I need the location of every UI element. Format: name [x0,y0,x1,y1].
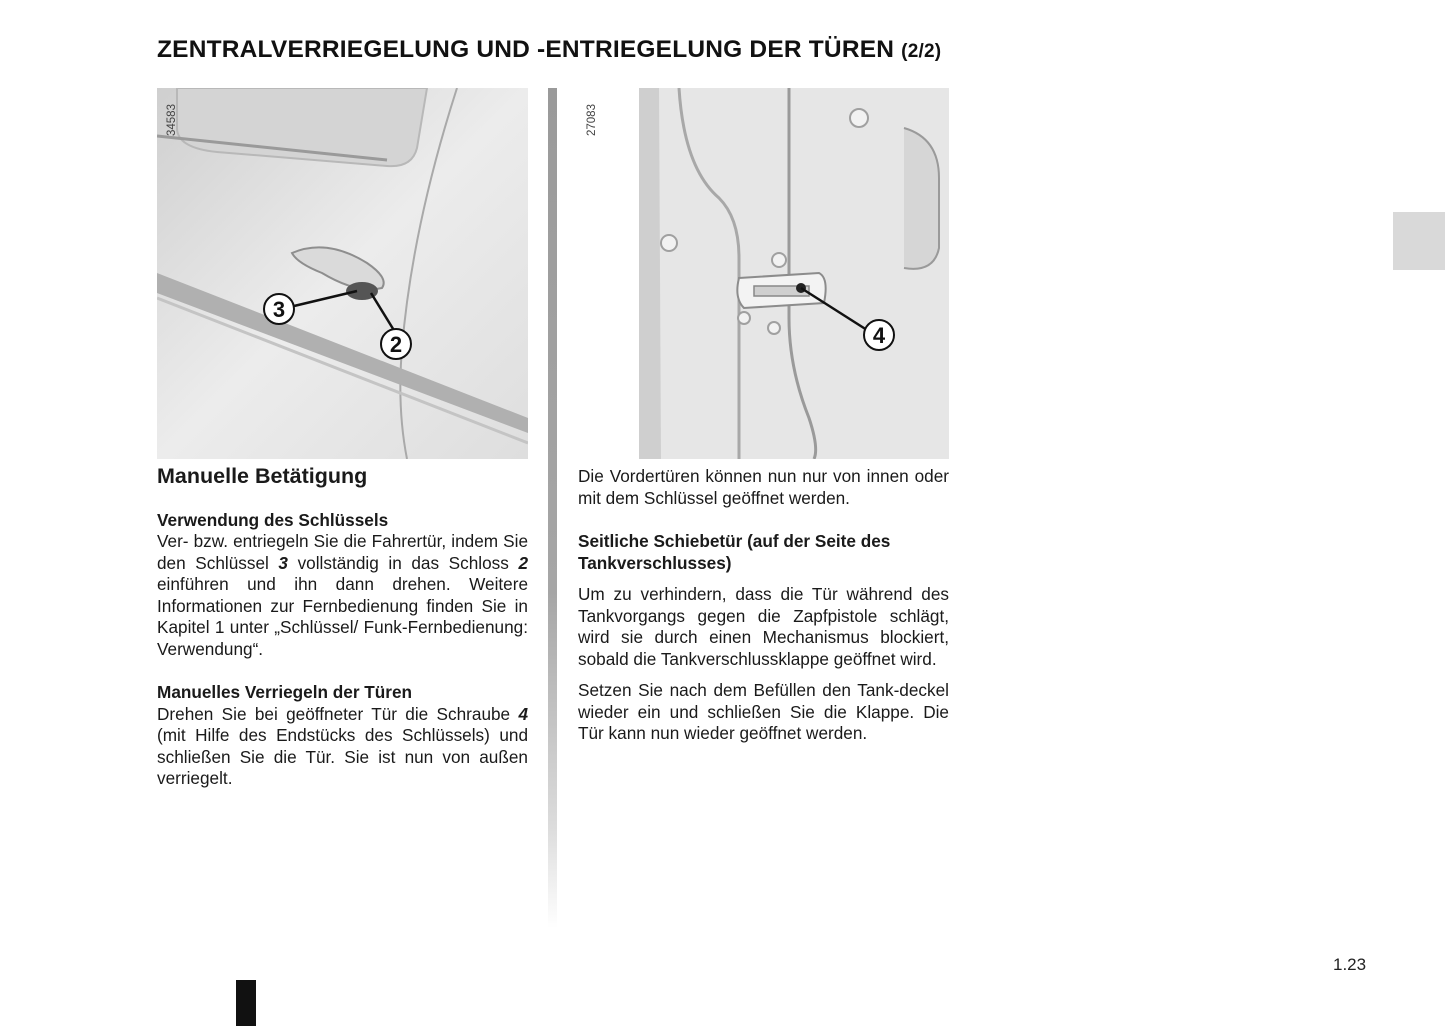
paragraph-front-doors: Die Vordertüren können nun nur von innen oder mit dem Schlüssel geöffnet werden. [578,466,949,508]
figure-door-lock [639,88,949,459]
manual-lock-text-2: (mit Hilfe des Endstücks des Schlüssels) und schließen Sie die Tür. Sie ist nun von außen verriegelt. [157,725,528,788]
paragraph-key-use [157,531,528,660]
lock-ref: 2 [518,552,528,573]
paragraph-manual-lock [157,704,528,790]
page-title-text: ZENTRALVERRIEGELUNG UND -ENTRIEGELUNG DER TÜREN [157,36,895,63]
section-title: Manuelle Betätigung [157,464,368,488]
door-handle-illustration [157,88,528,459]
paragraph-sliding-door-2: Setzen Sie nach dem Befüllen den Tank-deckel wieder ein und schließen Sie die Klappe. Die Tür kann nun wieder geöffnet werden. [578,680,949,743]
key-use-text-1: Ver- bzw. entriegeln Sie die Fahrertür, indem Sie den Schlüssel [157,531,528,573]
figure-number-1: 34583 [166,104,178,136]
page-title-part: (2/2) [901,41,942,62]
callout-2: 2 [389,332,403,357]
subheading-manual-lock: Manuelles Verriegeln der Türen [157,682,413,702]
figure-number-2: 27083 [586,104,598,136]
key-ref: 3 [278,552,288,573]
door-lock-illustration [639,88,949,459]
key-use-text-2: vollständig in das Schloss [287,552,519,573]
paragraph-sliding-door-1: Um zu verhindern, dass die Tür während des Tankvorgangs gegen die Zapfpistole schlägt, wird sie durch einen Mechanismus blockiert, sobald die Tankverschlussklappe geöffnet wird. [578,584,949,669]
screw-ref: 4 [518,703,528,724]
key-use-text-3: einführen und ihn dann drehen. Weitere Informationen zur Fernbedienung finden Sie in Kapitel 1 unter „Schlüssel/ Funk-Fernbedienung: Verwendung“. [157,574,528,659]
callout-3: 3 [272,297,286,322]
subheading-sliding-door: Seitliche Schiebetür (auf der Seite des Tankverschlusses) [578,531,891,573]
callout-4: 4 [872,323,886,348]
left-column [157,466,528,790]
figure-door-handle [157,88,528,459]
chapter-tab-marker [1393,212,1445,270]
subheading-key-use: Verwendung des Schlüssels [157,509,389,530]
edge-mark [236,980,256,1026]
right-column [578,466,949,745]
page-title [157,36,941,64]
page-number: 1.23 [1333,955,1367,974]
manual-lock-text-1: Drehen Sie bei geöffneter Tür die Schraube [157,703,519,724]
column-divider [548,88,557,928]
